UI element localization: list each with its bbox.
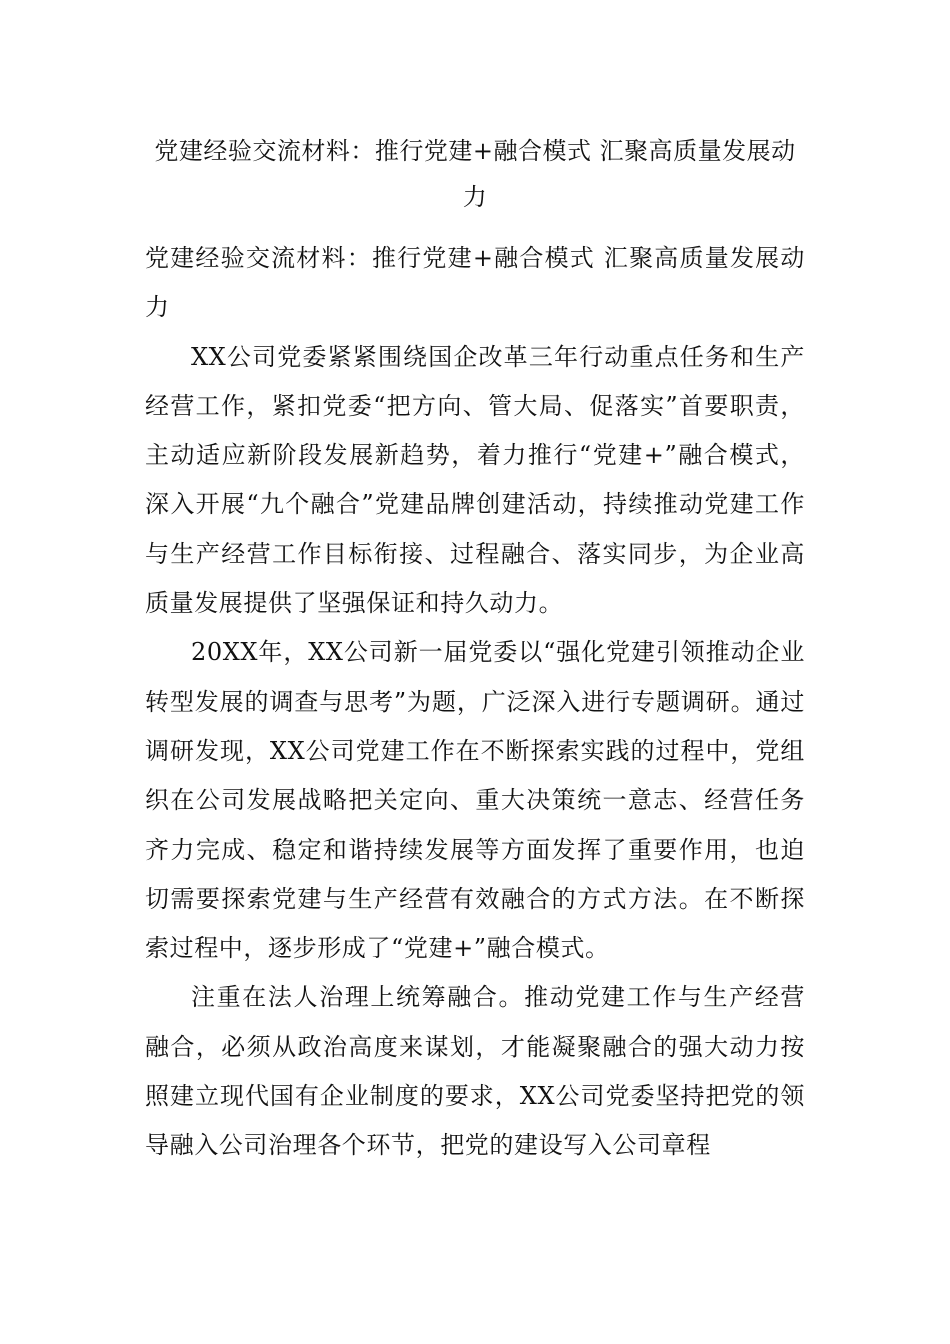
document-body xyxy=(145,234,805,1171)
document-title: 党建经验交流材料：推行党建+融合模式 汇聚高质量发展动力 xyxy=(154,137,796,211)
paragraph-3: 注重在法人治理上统筹融合。推动党建工作与生产经营融合，必须从政治高度来谋划，才能凝聚融合的强大动力按照建立现代国有企业制度的要求，XX公司党委坚持把党的领导融入公司治理各个环节，把党的建设写入公司章程 xyxy=(145,983,805,1160)
paragraph-1: XX公司党委紧紧围绕国企改革三年行动重点任务和生产经营工作，紧扣党委“把方向、管大局、促落实”首要职责，主动适应新阶段发展新趋势，着力推行“党建+”融合模式，深入开展“九个融合”党建品牌创建活动，持续推动党建工作与生产经营工作目标衔接、过程融合、落实同步，为企业高质量发展提供了坚强保证和持久动力。 xyxy=(145,342,805,618)
heading-repeat: 党建经验交流材料：推行党建+融合模式 汇聚高质量发展动力 xyxy=(145,244,805,322)
paragraph-2: 20XX年，XX公司新一届党委以“强化党建引领推动企业转型发展的调查与思考”为题，广泛深入进行专题调研。通过调研发现，XX公司党建工作在不断探索实践的过程中，党组织在公司发展战略把关定向、重大决策统一意志、经营任务齐力完成、稳定和谐持续发展等方面发挥了重要作用，也迫切需要探索党建与生产经营有效融合的方式方法。在不断探索过程中，逐步形成了“党建+”融合模式。 xyxy=(145,638,805,963)
